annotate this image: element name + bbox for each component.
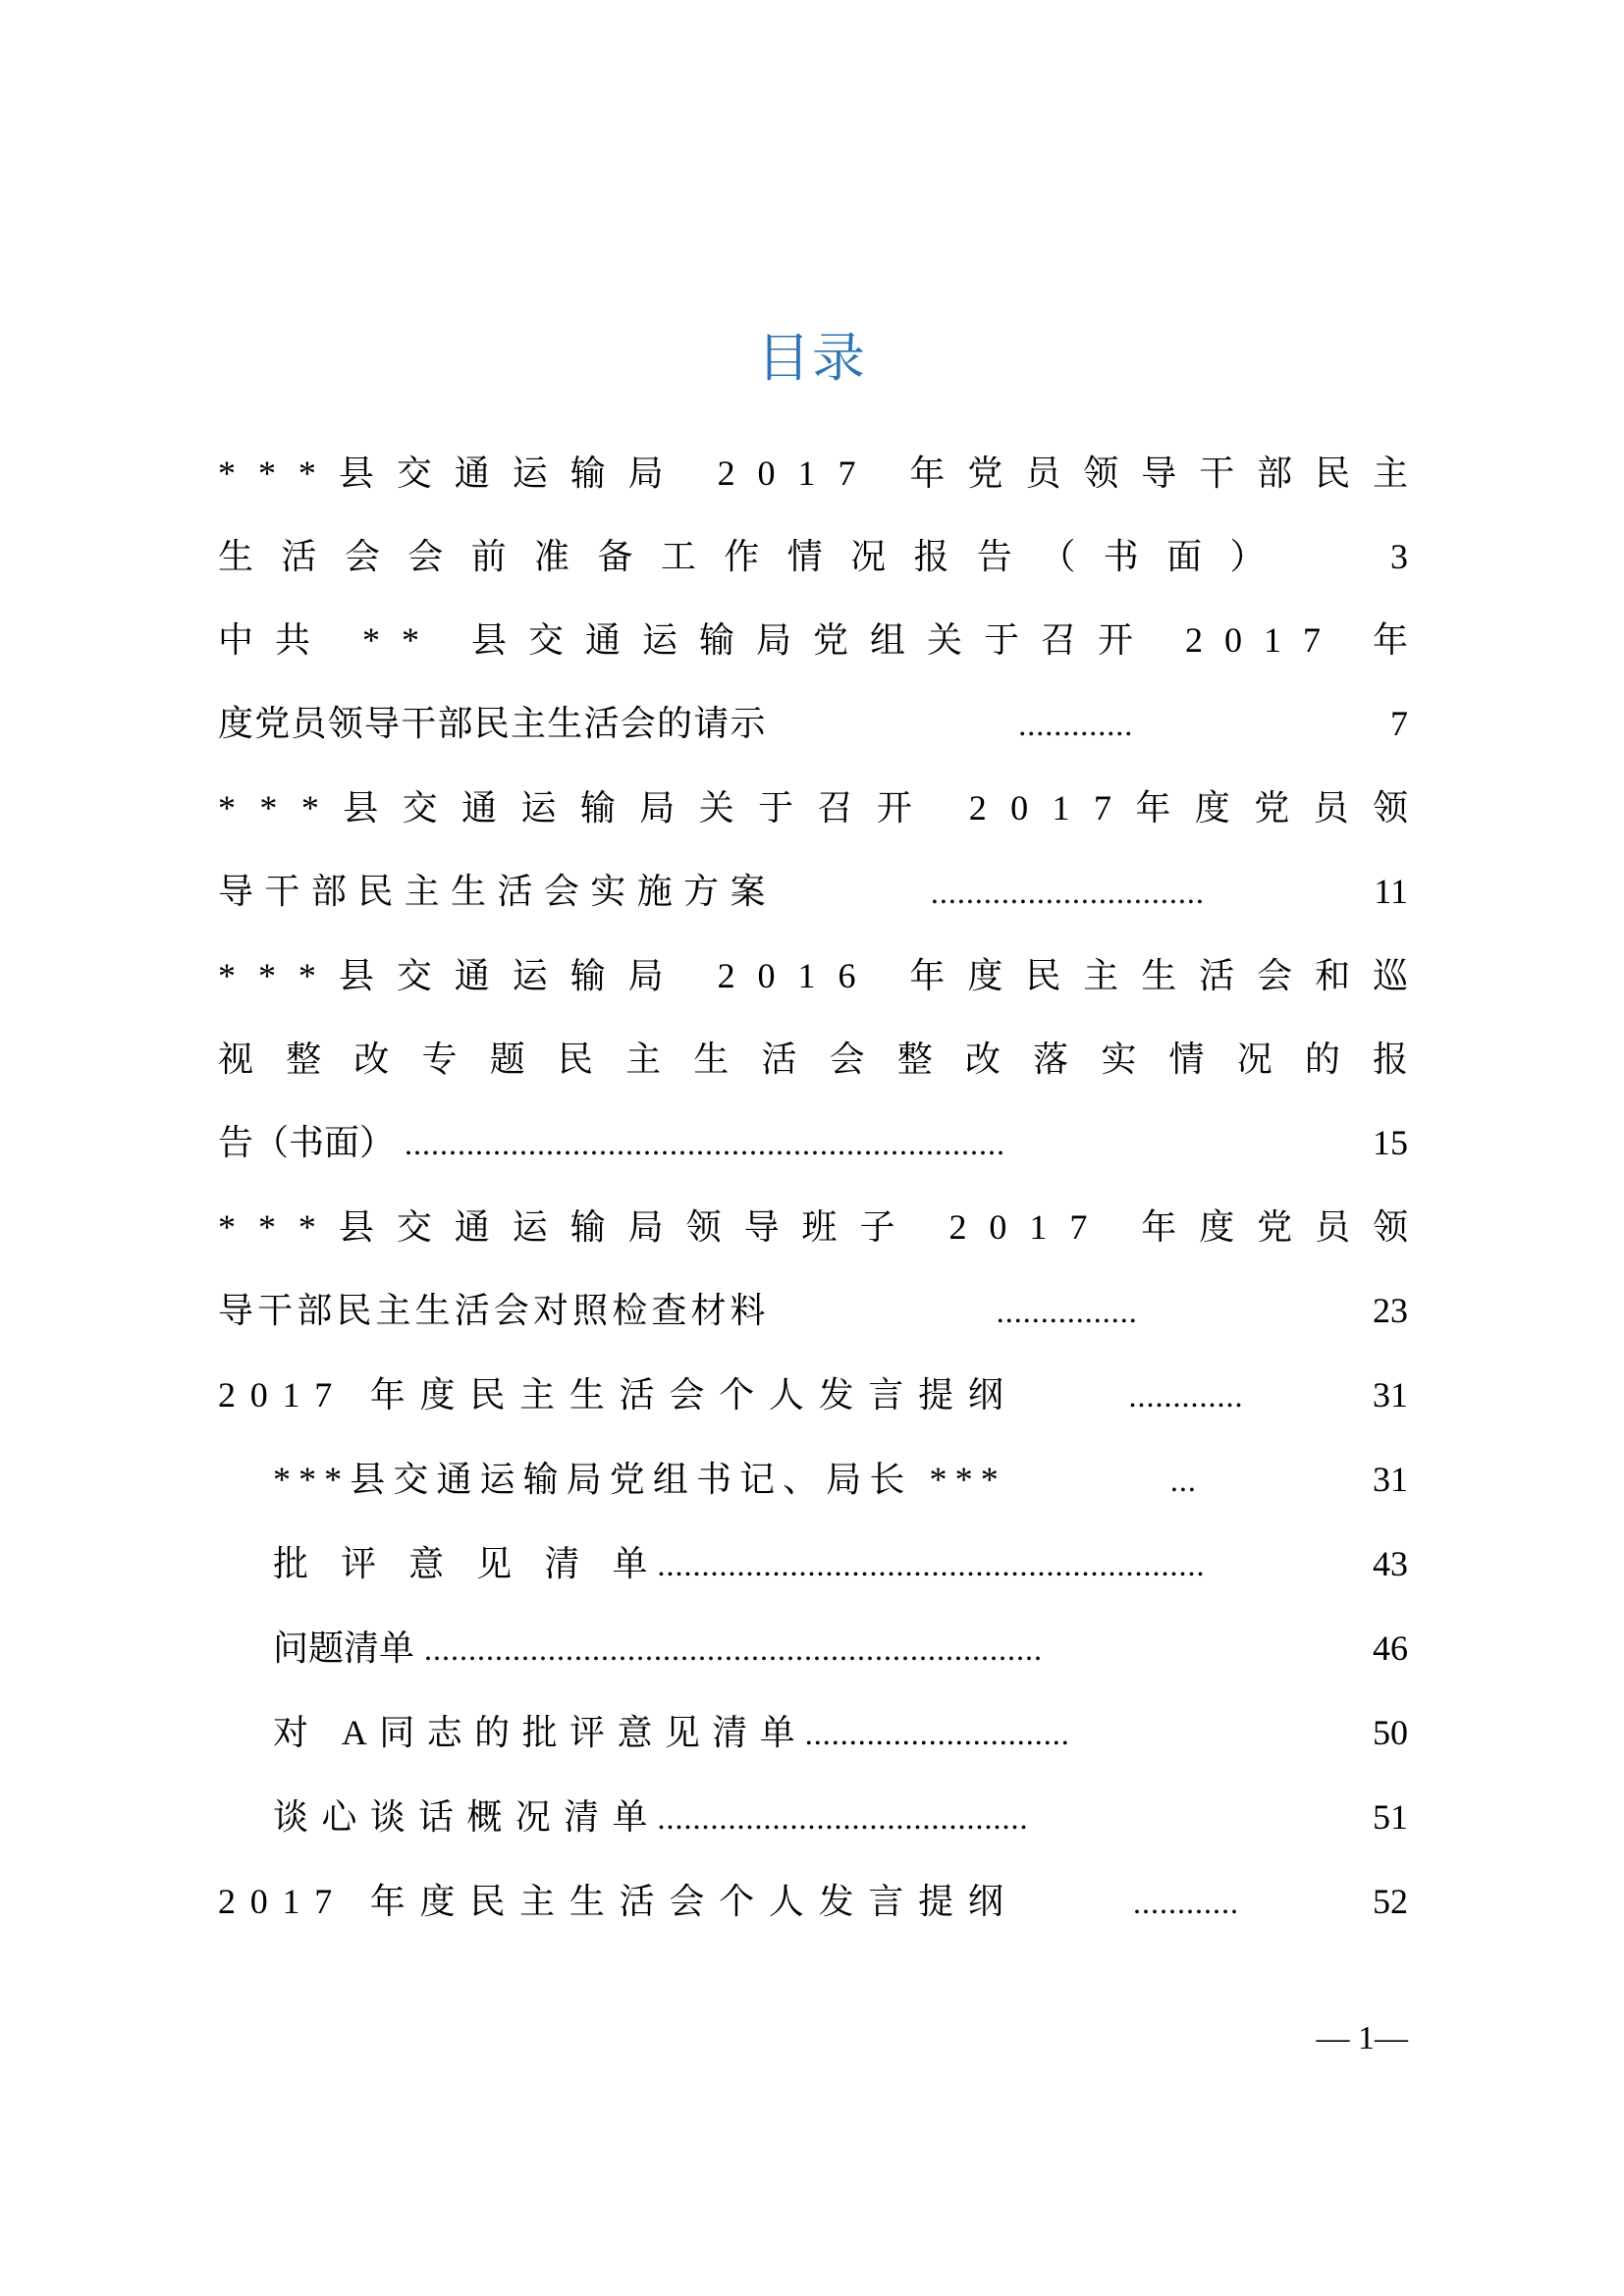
- toc-entry-line[interactable]: [218, 515, 1408, 599]
- toc-leader-dots: .............: [1018, 707, 1134, 742]
- toc-entry-line[interactable]: [218, 1101, 1408, 1186]
- toc-line-text: 中共 ** 县交通运输局党组关于召开 2017 年: [218, 620, 1431, 660]
- toc-line-row: [218, 934, 1432, 1018]
- toc-page-number: 50: [1373, 1713, 1408, 1752]
- toc-leader-dots: ..............................................................: [657, 1547, 1206, 1582]
- toc-page-number: 3: [1390, 537, 1408, 576]
- toc-line-text: 度党员领导干部民主生活会的请示: [218, 704, 767, 743]
- toc-line-row: [218, 515, 1408, 599]
- toc-entry-line[interactable]: [218, 432, 1432, 515]
- toc-leader-dots: ................: [996, 1294, 1138, 1329]
- toc-page-number: 7: [1389, 704, 1408, 743]
- toc-line-row: [273, 1691, 1408, 1776]
- toc-line-row: [218, 1101, 1408, 1186]
- toc-line-row: [218, 432, 1432, 515]
- toc-page-number: 46: [1373, 1629, 1408, 1668]
- toc-leader-dots: ...: [1169, 1463, 1197, 1498]
- toc-entry-line[interactable]: [218, 1018, 1441, 1101]
- toc-entry-line[interactable]: [218, 1269, 1408, 1354]
- page-title: 目录: [757, 329, 867, 388]
- toc-leader-dots: .............: [1128, 1378, 1244, 1414]
- toc-list: [218, 432, 1441, 1945]
- toc-entry-line[interactable]: [218, 682, 1408, 767]
- toc-line-text: 生活会会前准备工作情况报告（书面）: [218, 537, 1293, 576]
- toc-line-text: 导干部民主生活会对照检查材料: [218, 1291, 770, 1330]
- toc-line-text: ***县交通运输局 2016 年度民主生活会和巡: [218, 956, 1432, 995]
- toc-line-text: 2017 年度民主生活会个人发言提纲: [218, 1882, 1018, 1921]
- toc-line-text: ***县交通运输局关于召开 2017年度党员领: [218, 788, 1433, 828]
- toc-page-number: 11: [1374, 872, 1408, 911]
- toc-entry-line[interactable]: [218, 934, 1432, 1018]
- toc-line-text: 视整改专题民主生活会整改落实情况的报: [218, 1040, 1441, 1079]
- toc-entry-line[interactable]: [218, 1860, 1408, 1945]
- toc-line-row: [273, 1522, 1408, 1607]
- toc-line-text: 2017 年度民主生活会个人发言提纲: [218, 1375, 1018, 1415]
- toc-page-number: 15: [1373, 1123, 1408, 1162]
- toc-entry-line[interactable]: [218, 767, 1433, 850]
- toc-page-number: 31: [1373, 1375, 1408, 1415]
- toc-page-number: 23: [1372, 1291, 1408, 1330]
- toc-entry-line[interactable]: [218, 850, 1408, 934]
- toc-line-text: 问题清单: [273, 1629, 415, 1668]
- toc-entry-line[interactable]: [218, 1607, 1408, 1691]
- toc-leader-dots: ......................................................................: [424, 1631, 1044, 1667]
- toc-entry-line[interactable]: [218, 1186, 1432, 1269]
- toc-leader-dots: ..........................................: [657, 1800, 1029, 1836]
- toc-leader-dots: ....................................................................: [405, 1126, 1006, 1161]
- toc-line-text: 告（书面）: [218, 1123, 396, 1162]
- toc-line-text: ***县交通运输局 2017 年党员领导干部民主: [218, 454, 1432, 493]
- toc-line-row: [218, 767, 1433, 850]
- toc-page-number: 31: [1372, 1460, 1408, 1499]
- toc-leader-dots: ............: [1132, 1885, 1239, 1920]
- toc-entry-line[interactable]: [218, 1776, 1408, 1860]
- toc-line-text: 批评意见清单: [273, 1544, 680, 1583]
- toc-line-row: [218, 1269, 1408, 1354]
- toc-page-number: 51: [1373, 1797, 1408, 1837]
- toc-entry-line[interactable]: [218, 1691, 1408, 1776]
- toc-line-row: [273, 1776, 1408, 1860]
- toc-entry-line[interactable]: [218, 1438, 1408, 1522]
- page-number-footer: — 1—: [1316, 2020, 1408, 2056]
- toc-line-text: 谈心谈话概况清单: [273, 1797, 661, 1837]
- toc-leader-dots: ...............................: [930, 875, 1205, 910]
- toc-line-text: ***县交通运输局党组书记、局长 ***: [273, 1460, 1006, 1499]
- toc-page-number: 52: [1373, 1882, 1408, 1921]
- toc-entry-line[interactable]: [218, 599, 1431, 682]
- toc-line-text: ***县交通运输局领导班子 2017 年度党员领: [218, 1207, 1432, 1247]
- toc-line-row: [218, 850, 1408, 934]
- toc-line-row: [218, 682, 1408, 767]
- toc-line-text: 对 A同志的批评意见清单: [273, 1713, 808, 1752]
- toc-leader-dots: ..............................: [804, 1716, 1070, 1751]
- toc-line-row: [218, 1354, 1408, 1438]
- toc-entry-line[interactable]: [218, 1354, 1408, 1438]
- toc-entry-line[interactable]: [218, 1522, 1408, 1607]
- toc-line-row: [273, 1607, 1408, 1691]
- toc-line-row: [273, 1438, 1408, 1522]
- toc-line-text: 导干部民主生活会实施方案: [218, 872, 777, 911]
- toc-line-row: [218, 1860, 1408, 1945]
- toc-line-row: [218, 1186, 1432, 1269]
- toc-line-row: [218, 599, 1431, 682]
- toc-line-row: [218, 1018, 1441, 1101]
- toc-page-number: 43: [1373, 1544, 1408, 1583]
